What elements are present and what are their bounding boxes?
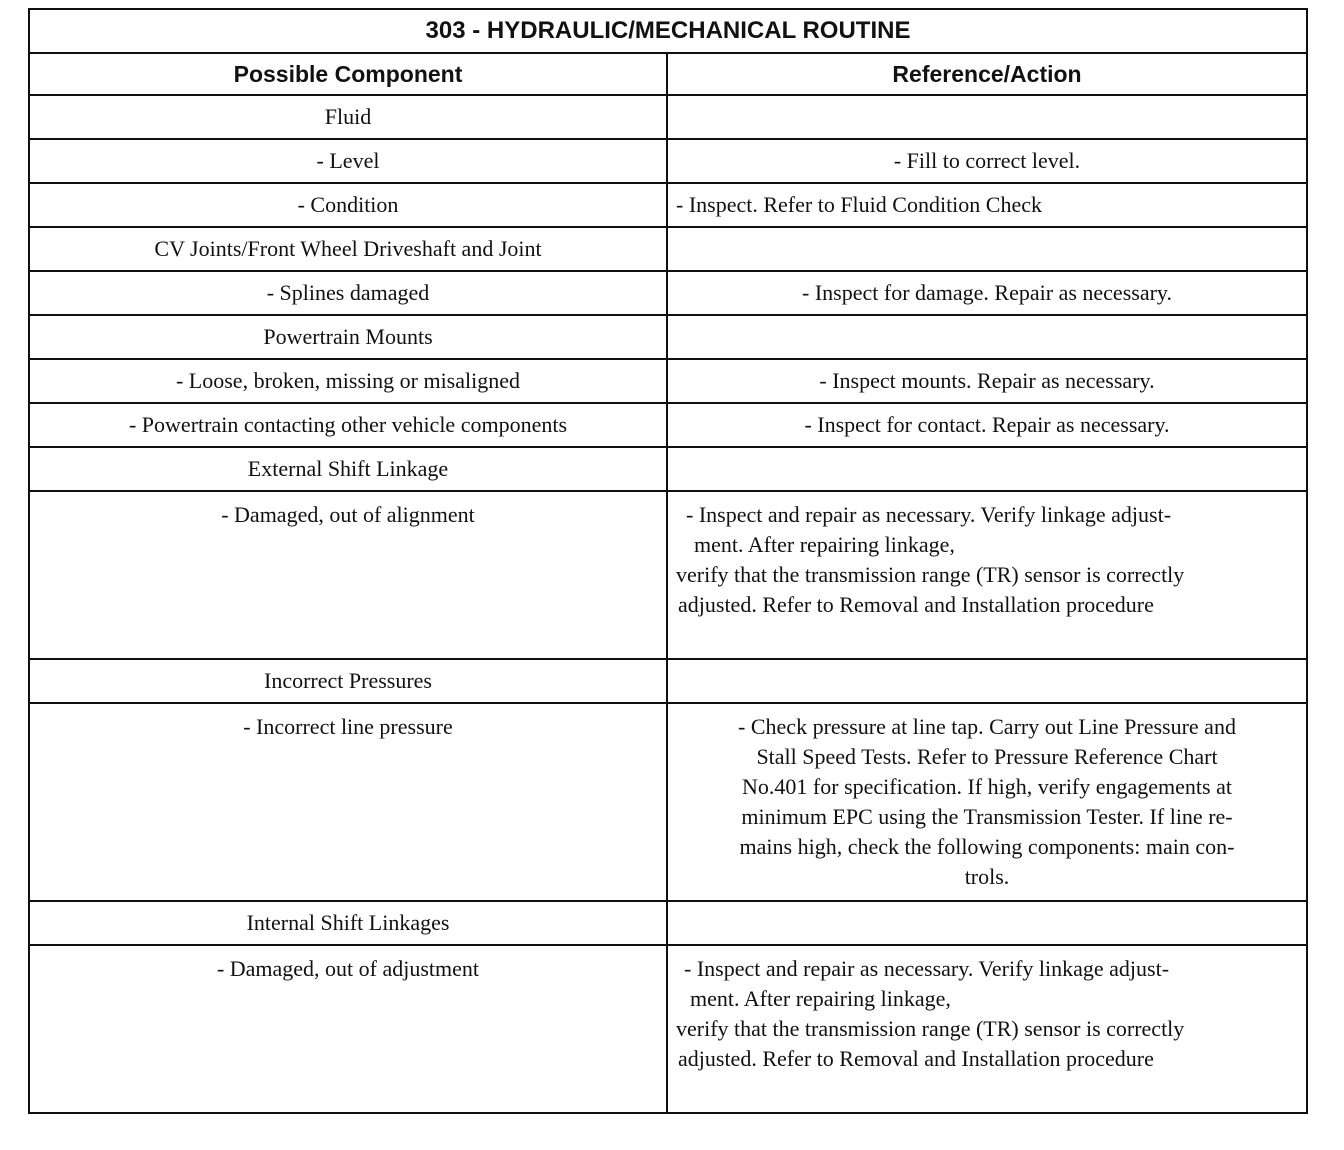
- action-cell: [667, 227, 1307, 271]
- hydraulic-mechanical-routine-table: [28, 8, 1308, 1114]
- table-row: [29, 227, 1307, 271]
- table-row: [29, 447, 1307, 491]
- action-line: verify that the transmission range (TR) sensor is correctly: [676, 1016, 1185, 1041]
- table-row: [29, 491, 1307, 659]
- action-line: - Inspect and repair as necessary. Verify linkage adjust-: [686, 502, 1172, 527]
- action-line: verify that the transmission range (TR) sensor is correctly: [676, 562, 1185, 587]
- action-line: - Inspect and repair as necessary. Verify linkage adjust-: [684, 956, 1170, 981]
- column-header-action: Reference/Action: [667, 53, 1307, 95]
- action-line: ment. After repairing linkage,: [690, 986, 951, 1011]
- action-cell: - Inspect. Refer to Fluid Condition Check: [667, 183, 1307, 227]
- table-row: [29, 659, 1307, 703]
- action-line: adjusted. Refer to Removal and Installation procedure: [678, 1046, 1154, 1071]
- component-cell: - Loose, broken, missing or misaligned: [29, 359, 667, 403]
- table-row: [29, 271, 1307, 315]
- component-cell: - Incorrect line pressure: [29, 703, 667, 901]
- column-header-component: Possible Component: [29, 53, 667, 95]
- action-cell: [667, 491, 1307, 659]
- action-cell: - Inspect mounts. Repair as necessary.: [667, 359, 1307, 403]
- action-cell: [667, 901, 1307, 945]
- component-cell: Internal Shift Linkages: [29, 901, 667, 945]
- component-cell: Powertrain Mounts: [29, 315, 667, 359]
- component-cell: External Shift Linkage: [29, 447, 667, 491]
- table-row: [29, 183, 1307, 227]
- table-row: [29, 139, 1307, 183]
- action-cell: [667, 945, 1307, 1113]
- table-row: [29, 901, 1307, 945]
- component-cell: - Splines damaged: [29, 271, 667, 315]
- component-cell: CV Joints/Front Wheel Driveshaft and Joint: [29, 227, 667, 271]
- component-cell: - Damaged, out of alignment: [29, 491, 667, 659]
- action-cell: [667, 659, 1307, 703]
- action-cell: [667, 703, 1307, 901]
- table-title: 303 - HYDRAULIC/MECHANICAL ROUTINE: [29, 9, 1307, 53]
- action-cell: - Inspect for damage. Repair as necessary.: [667, 271, 1307, 315]
- action-cell: [667, 315, 1307, 359]
- component-cell: Fluid: [29, 95, 667, 139]
- component-cell: - Damaged, out of adjustment: [29, 945, 667, 1113]
- component-cell: - Powertrain contacting other vehicle components: [29, 403, 667, 447]
- action-cell: - Fill to correct level.: [667, 139, 1307, 183]
- action-cell: [667, 95, 1307, 139]
- action-line: - Check pressure at line tap. Carry out Line Pressure and: [738, 714, 1236, 739]
- action-line: adjusted. Refer to Removal and Installation procedure: [678, 592, 1154, 617]
- component-cell: - Condition: [29, 183, 667, 227]
- table-row: [29, 945, 1307, 1113]
- action-line: mains high, check the following components: main con-: [739, 834, 1235, 859]
- action-line: Stall Speed Tests. Refer to Pressure Reference Chart: [756, 744, 1218, 769]
- action-line: No.401 for specification. If high, verify engagements at: [742, 774, 1232, 799]
- table-row: [29, 315, 1307, 359]
- table-row: [29, 703, 1307, 901]
- table-row: [29, 359, 1307, 403]
- action-cell: - Inspect for contact. Repair as necessary.: [667, 403, 1307, 447]
- action-cell: [667, 447, 1307, 491]
- component-cell: - Level: [29, 139, 667, 183]
- action-line: trols.: [964, 864, 1010, 889]
- table-row: [29, 95, 1307, 139]
- table-row: [29, 403, 1307, 447]
- routine-sheet: [28, 8, 1306, 1114]
- action-line: ment. After repairing linkage,: [694, 532, 955, 557]
- action-line: minimum EPC using the Transmission Tester. If line re-: [741, 804, 1233, 829]
- component-cell: Incorrect Pressures: [29, 659, 667, 703]
